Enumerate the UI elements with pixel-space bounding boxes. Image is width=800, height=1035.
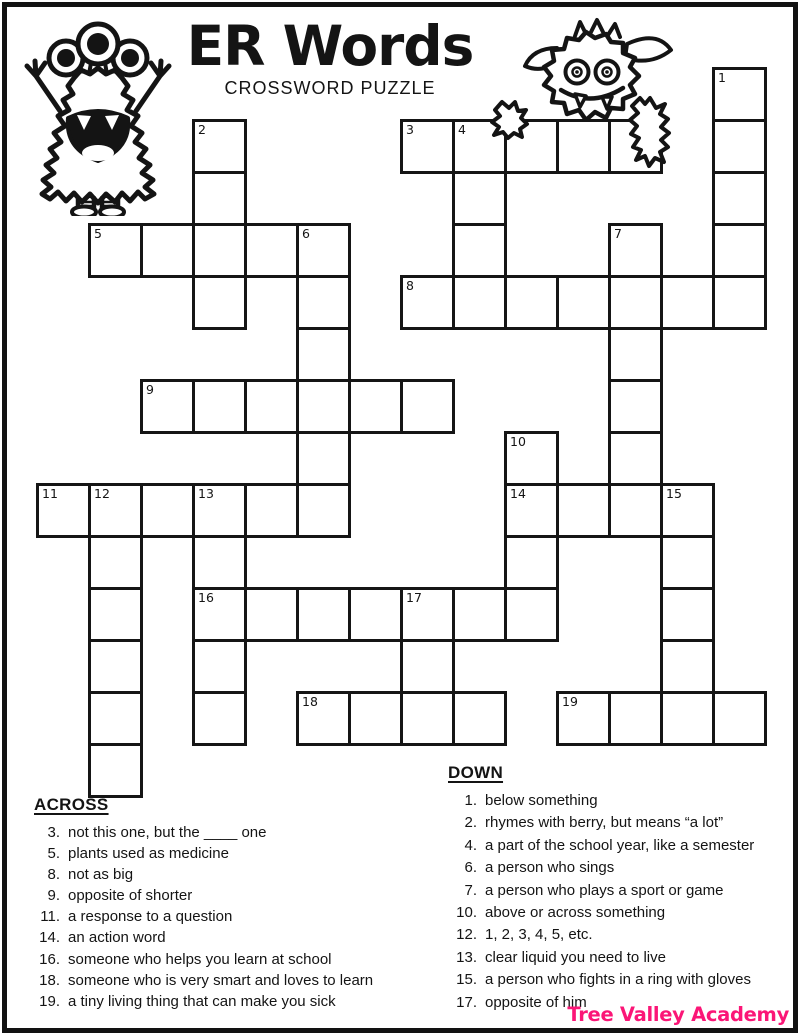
grid-cell[interactable] [660,691,715,746]
grid-cell[interactable] [192,223,247,278]
down-clue-list [448,790,793,1014]
grid-cell[interactable] [88,691,143,746]
grid-cell[interactable] [140,379,195,434]
clue-text: a tiny living thing that can make you sick [68,992,336,1010]
down-clues-section [448,763,793,1014]
across-clue [34,970,424,991]
down-clue [448,880,793,902]
grid-cell[interactable] [244,379,299,434]
grid-cell[interactable] [192,483,247,538]
cell-number: 4 [458,122,466,137]
clue-text: 1, 2, 3, 4, 5, etc. [485,926,593,944]
clue-text: an action word [68,929,166,947]
cell-number: 5 [94,226,102,241]
clue-number: 13. [456,948,477,966]
grid-cell[interactable] [88,639,143,694]
grid-cell[interactable] [348,587,403,642]
cell-number: 7 [614,226,622,241]
page-subtitle: CROSSWORD PUZZLE [224,78,436,98]
grid-cell[interactable] [36,483,91,538]
grid-cell[interactable] [88,587,143,642]
grid-cell[interactable] [660,587,715,642]
grid-cell[interactable] [400,639,455,694]
clue-text: not as big [68,866,134,884]
grid-cell[interactable] [88,483,143,538]
grid-cell[interactable] [660,535,715,590]
cell-number: 14 [510,486,526,501]
grid-cell[interactable] [660,275,715,330]
down-clue [448,947,793,969]
grid-cell[interactable] [296,691,351,746]
across-clue [34,906,424,927]
across-clue-list [34,822,424,1012]
grid-cell[interactable] [348,379,403,434]
clue-number: 7. [464,881,477,899]
grid-cell[interactable] [452,691,507,746]
clue-number: 6. [464,859,477,877]
grid-cell[interactable] [504,587,559,642]
clue-number: 19. [39,992,60,1010]
grid-cell[interactable] [192,379,247,434]
clue-text: opposite of him [485,993,587,1011]
grid-cell[interactable] [712,275,767,330]
grid-cell[interactable] [504,431,559,486]
clue-text: below something [485,792,598,809]
clue-number: 18. [39,971,60,989]
cell-number: 3 [406,122,414,137]
clue-number: 2. [464,814,477,832]
clue-text: plants used as medicine [68,845,229,863]
grid-cell[interactable] [296,483,351,538]
grid-cell[interactable] [296,379,351,434]
grid-cell[interactable] [556,275,611,330]
cell-number: 13 [198,486,214,501]
cell-number: 8 [406,278,414,293]
clue-number: 11. [40,908,60,926]
cell-number: 19 [562,694,578,709]
grid-cell[interactable] [400,587,455,642]
grid-cell[interactable] [192,275,247,330]
clue-text: not this one, but the ____ one [68,824,267,841]
grid-cell[interactable] [400,119,455,174]
grid-cell[interactable] [712,171,767,226]
clue-text: a person who plays a sport or game [485,881,724,899]
across-clue [34,927,424,948]
grid-cell[interactable] [608,275,663,330]
down-clue [448,969,793,991]
grid-cell[interactable] [140,483,195,538]
grid-cell[interactable] [192,587,247,642]
cell-number: 18 [302,694,318,709]
clue-text: rhymes with berry, but means “a lot” [485,814,724,832]
across-clue [34,864,424,885]
grid-cell[interactable] [244,587,299,642]
grid-cell[interactable] [452,275,507,330]
cell-number: 12 [94,486,110,501]
down-clue [448,924,793,946]
grid-cell[interactable] [712,67,767,122]
cell-number: 16 [198,590,214,605]
down-clue [448,812,793,834]
grid-cell[interactable] [296,587,351,642]
grid-cell[interactable] [452,171,507,226]
grid-cell[interactable] [244,483,299,538]
across-clue [34,822,424,843]
grid-cell[interactable] [192,535,247,590]
grid-cell[interactable] [556,691,611,746]
grid-cell[interactable] [712,223,767,278]
clue-text: a part of the school year, like a semester [485,836,755,854]
cell-number: 9 [146,382,154,397]
grid-cell[interactable] [504,275,559,330]
clue-number: 10. [456,904,477,922]
down-heading: DOWN [448,763,504,782]
across-clue [34,843,424,864]
grid-cell[interactable] [608,431,663,486]
grid-cell[interactable] [608,379,663,434]
clue-number: 9. [47,887,60,905]
clue-text: someone who is very smart and loves to learn [68,971,374,989]
grid-cell[interactable] [88,535,143,590]
cell-number: 11 [42,486,58,501]
grid-cell[interactable] [608,691,663,746]
cell-number: 6 [302,226,310,241]
clue-text: above or across something [485,904,666,922]
down-clue [448,902,793,924]
clue-number: 5. [47,845,60,863]
clue-text: someone who helps you learn at school [68,950,332,968]
grid-cell[interactable] [608,483,663,538]
clue-number: 14. [39,929,60,947]
cell-number: 17 [406,590,422,605]
grid-cell[interactable] [244,223,299,278]
grid-cell[interactable] [192,691,247,746]
clue-number: 3. [47,824,60,841]
clue-number: 17. [456,993,477,1011]
clue-text: opposite of shorter [68,887,193,905]
clue-number: 15. [456,971,477,989]
grid-cell[interactable] [660,639,715,694]
grid-cell[interactable] [504,483,559,538]
grid-cell[interactable] [712,119,767,174]
clue-text: clear liquid you need to live [485,948,666,966]
down-clue [448,857,793,879]
across-clues-section [34,795,424,1012]
grid-cell[interactable] [608,327,663,382]
grid-cell[interactable] [296,327,351,382]
clue-text: a response to a question [68,908,233,926]
clue-text: a person who sings [485,859,615,877]
grid-cell[interactable] [192,171,247,226]
cell-number: 2 [198,122,206,137]
grid-cell[interactable] [452,587,507,642]
grid-cell[interactable] [452,223,507,278]
down-clue [448,790,793,812]
cell-number: 10 [510,434,526,449]
clue-number: 1. [464,792,477,809]
grid-cell[interactable] [296,431,351,486]
across-heading: ACROSS [34,795,109,814]
clue-number: 4. [464,836,477,854]
grid-cell[interactable] [556,483,611,538]
grid-cell[interactable] [660,483,715,538]
grid-cell[interactable] [88,223,143,278]
grid-cell[interactable] [192,119,247,174]
monster-paws-illustration [480,92,705,178]
grid-cell[interactable] [296,223,351,278]
grid-cell[interactable] [400,275,455,330]
across-clue [34,949,424,970]
clue-number: 16. [39,950,60,968]
grid-cell[interactable] [88,743,143,798]
clue-text: a person who fights in a ring with gloves [485,971,751,989]
cell-number: 1 [718,70,726,85]
across-clue [34,885,424,906]
grid-cell[interactable] [400,691,455,746]
clue-number: 12. [456,926,477,944]
page-title: ER Words [186,14,474,78]
grid-cell[interactable] [400,379,455,434]
grid-cell[interactable] [504,535,559,590]
grid-cell[interactable] [712,691,767,746]
clue-number: 8. [47,866,60,884]
brand-text: Tree Valley Academy [567,1003,789,1026]
grid-cell[interactable] [348,691,403,746]
across-clue [34,991,424,1012]
grid-cell[interactable] [140,223,195,278]
cell-number: 15 [666,486,682,501]
grid-cell[interactable] [608,223,663,278]
down-clue [448,835,793,857]
grid-cell[interactable] [296,275,351,330]
grid-cell[interactable] [192,639,247,694]
